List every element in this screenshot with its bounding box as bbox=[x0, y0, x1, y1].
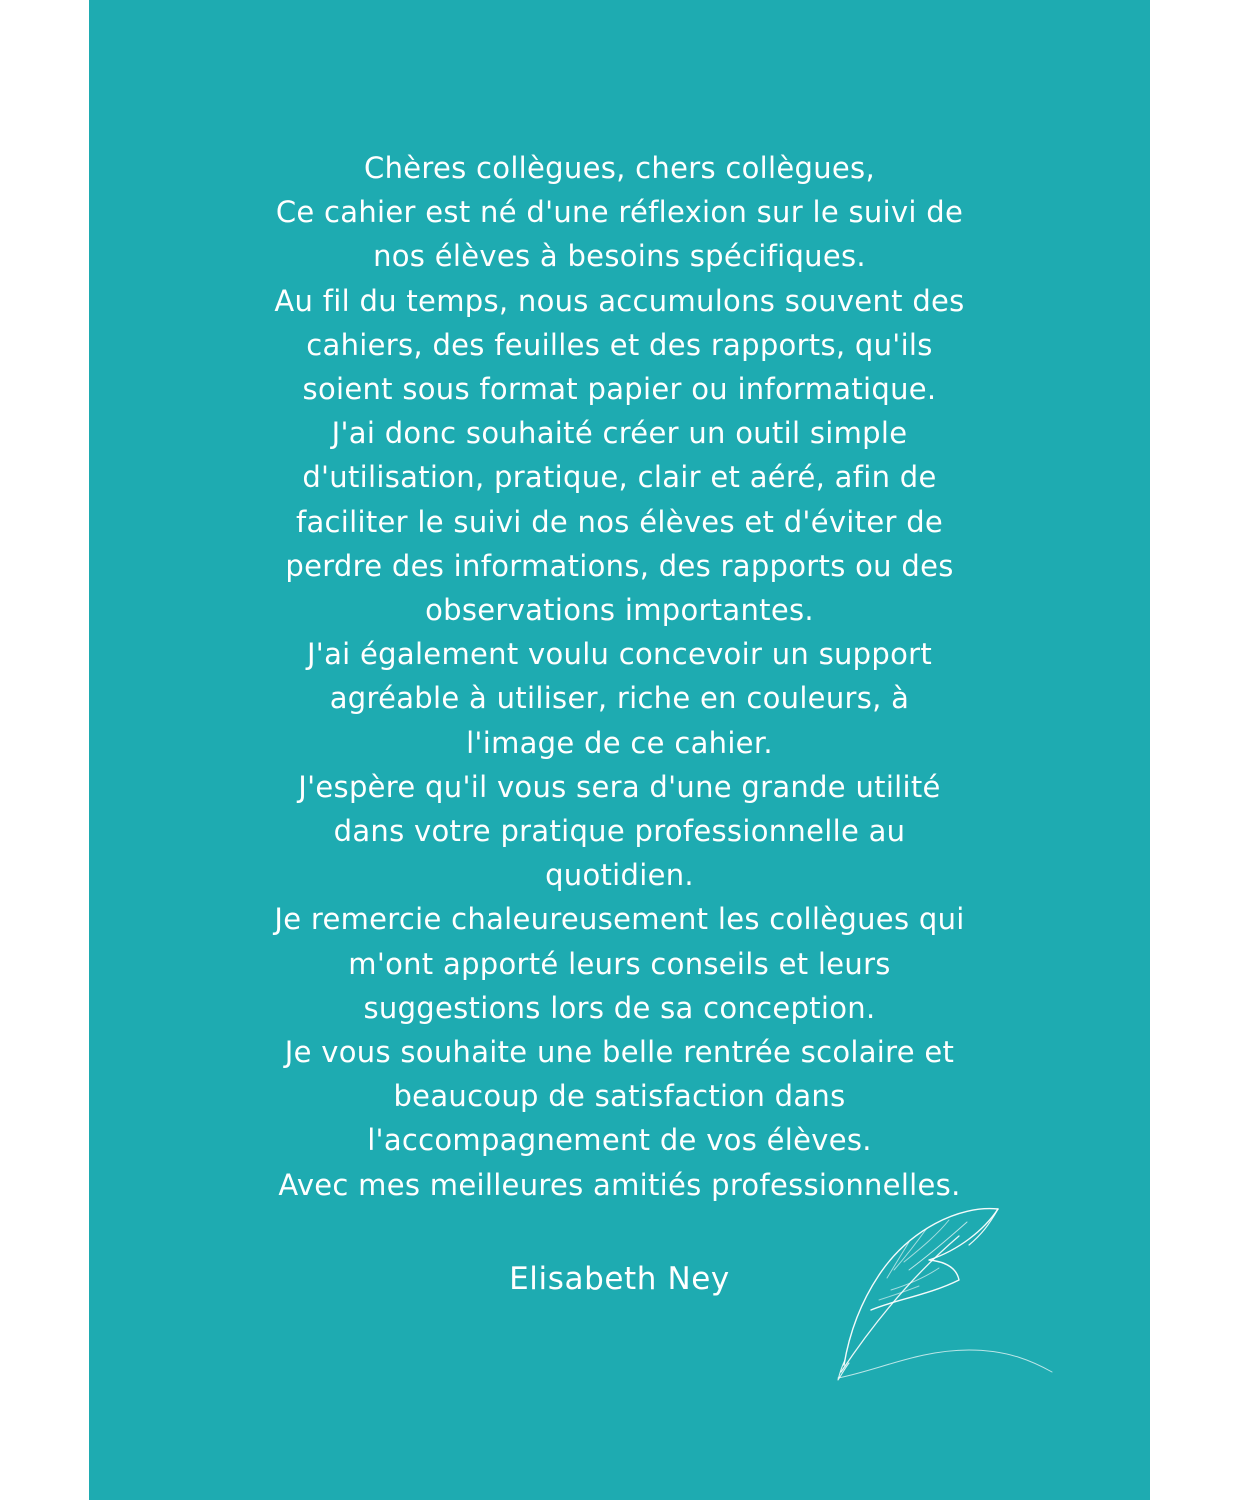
letter-page bbox=[89, 0, 1150, 1500]
letter-line: quotidien. bbox=[545, 858, 694, 893]
letter-line: beaucoup de satisfaction dans bbox=[393, 1079, 846, 1114]
letter-line: m'ont apporté leurs conseils et leurs bbox=[348, 946, 891, 981]
letter-line: agréable à utiliser, riche en couleurs, à bbox=[329, 681, 910, 716]
quill-feather-icon bbox=[809, 1200, 1059, 1385]
letter-line: nos élèves à besoins spécifiques. bbox=[373, 239, 866, 274]
letter-body bbox=[89, 146, 1150, 1207]
letter-line: d'utilisation, pratique, clair et aéré, afin de bbox=[302, 460, 937, 495]
signature: Elisabeth Ney bbox=[509, 1261, 730, 1297]
letter-line: Chères collègues, chers collègues, bbox=[364, 151, 875, 185]
letter-line: l'image de ce cahier. bbox=[466, 725, 773, 760]
letter-line: Avec mes meilleures amitiés professionnelles. bbox=[278, 1167, 961, 1202]
letter-line: J'ai également voulu concevoir un support bbox=[306, 637, 933, 672]
letter-line: Je vous souhaite une belle rentrée scolaire et bbox=[284, 1035, 955, 1070]
letter-line: perdre des informations, des rapports ou des bbox=[285, 548, 954, 583]
letter-line: Au fil du temps, nous accumulons souvent des bbox=[274, 283, 965, 318]
letter-line: suggestions lors de sa conception. bbox=[363, 990, 876, 1025]
letter-line: J'ai donc souhaité créer un outil simple bbox=[331, 416, 908, 451]
letter-line: faciliter le suivi de nos élèves et d'éviter de bbox=[295, 504, 944, 539]
letter-line: l'accompagnement de vos élèves. bbox=[367, 1123, 872, 1158]
letter-line: Ce cahier est né d'une réflexion sur le suivi de bbox=[275, 195, 964, 230]
letter-line: cahiers, des feuilles et des rapports, qu'ils bbox=[306, 327, 933, 362]
letter-line: observations importantes. bbox=[425, 593, 814, 628]
letter-line: Je remercie chaleureusement les collègues qui bbox=[274, 902, 965, 937]
letter-line: soient sous format papier ou informatique. bbox=[302, 372, 937, 407]
letter-line: J'espère qu'il vous sera d'une grande utilité bbox=[298, 769, 941, 804]
letter-line: dans votre pratique professionnelle au bbox=[333, 814, 906, 849]
